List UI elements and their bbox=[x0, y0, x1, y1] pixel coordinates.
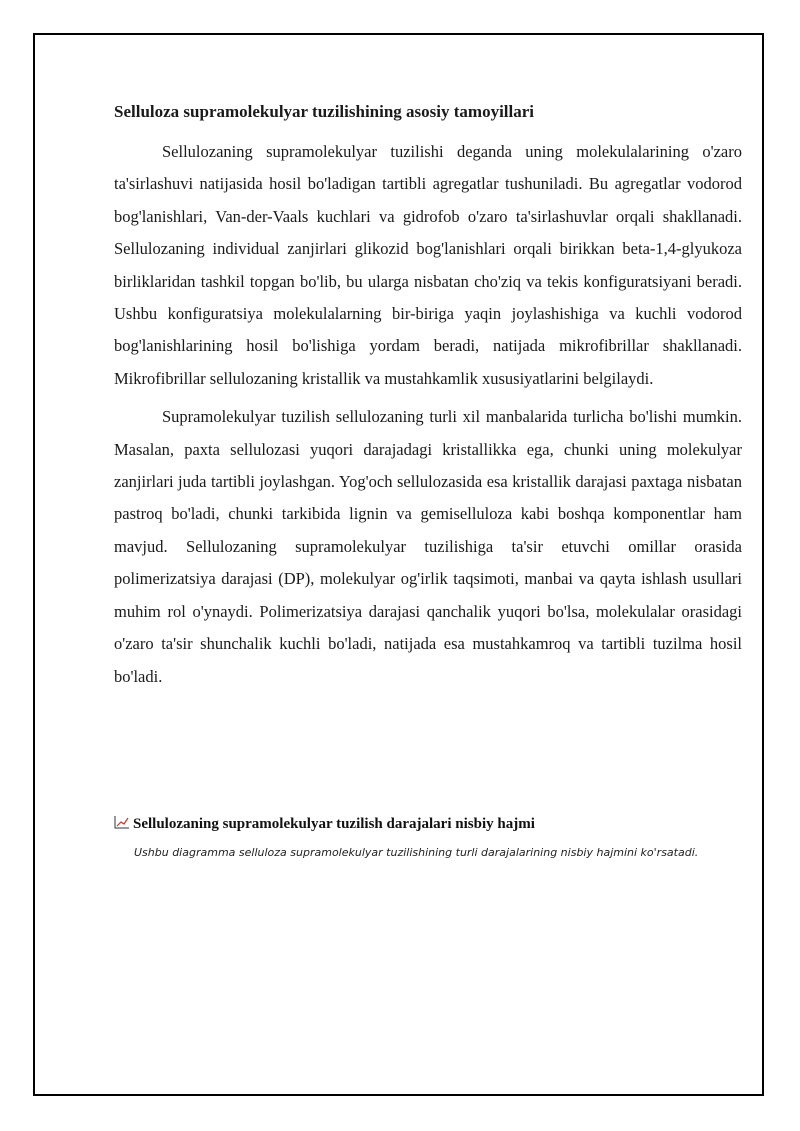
figure-caption bbox=[114, 812, 754, 836]
figure-caption-text: Sellulozaning supramolekulyar tuzilish darajalari nisbiy hajmi bbox=[133, 816, 535, 832]
document-body bbox=[114, 98, 742, 699]
chart-increasing-icon bbox=[114, 815, 130, 829]
paragraph-2: Supramolekulyar tuzilish sellulozaning turli xil manbalarida turlicha bo'lishi mumkin. Masalan, paxta sellulozasi yuqori darajadagi kristallikka ega, chunki uning molekulyar zanjirlari juda tartibli joylashgan. Yog'och sellulozasida esa kristallik darajasi paxtaga nisbatan pastroq bo'ladi, chunki tarkibida lignin va gemiselluloza kabi boshqa komponentlar ham mavjud. Sellulozaning supramolekulyar tuzilishiga ta'sir etuvchi omillar orasida polimerizatsiya darajasi (DP), molekulyar og'irlik taqsimoti, manbai va qayta ishlash usullari muhim rol o'ynaydi. Polimerizatsiya darajasi qanchalik yuqori bo'lsa, molekulalar orasidagi o'zaro ta'sir shunchalik kuchli bo'ladi, natijada esa mustahkamroq va tartibli tuzilma hosil bo'ladi. bbox=[114, 407, 742, 686]
figure-description: Ushbu diagramma selluloza supramolekulyar tuzilishining turli darajalarining nisbiy hajmini ko'rsatadi. bbox=[134, 846, 699, 859]
section-title: Selluloza supramolekulyar tuzilishining asosiy tamoyillari bbox=[114, 102, 535, 121]
paragraph-1: Sellulozaning supramolekulyar tuzilishi deganda uning molekulalarining o'zaro ta'sirlashuvi natijasida hosil bo'ladigan tartibli agregatlar tushuniladi. Bu agregatlar vodorod bog'lanishlari, Van-der-Vaals kuchlari va gidrofob o'zaro ta'sirlashuvlar orqali shakllanadi. Sellulozaning individual zanjirlari glikozid bog'lanishlari orqali birikkan beta-1,4-glyukoza birliklaridan tashkil topgan bo'lib, bu ularga nisbatan cho'ziq va tekis konfiguratsiyani beradi. Ushbu konfiguratsiya molekulalarning bir-biriga yaqin joylashishiga va kuchli vodorod bog'lanishlarining hosil bo'lishiga yordam beradi, natijada mikrofibrillar shakllanadi. Mikrofibrillar sellulozaning kristallik va mustahkamlik xususiyatlarini belgilaydi. bbox=[114, 142, 742, 388]
